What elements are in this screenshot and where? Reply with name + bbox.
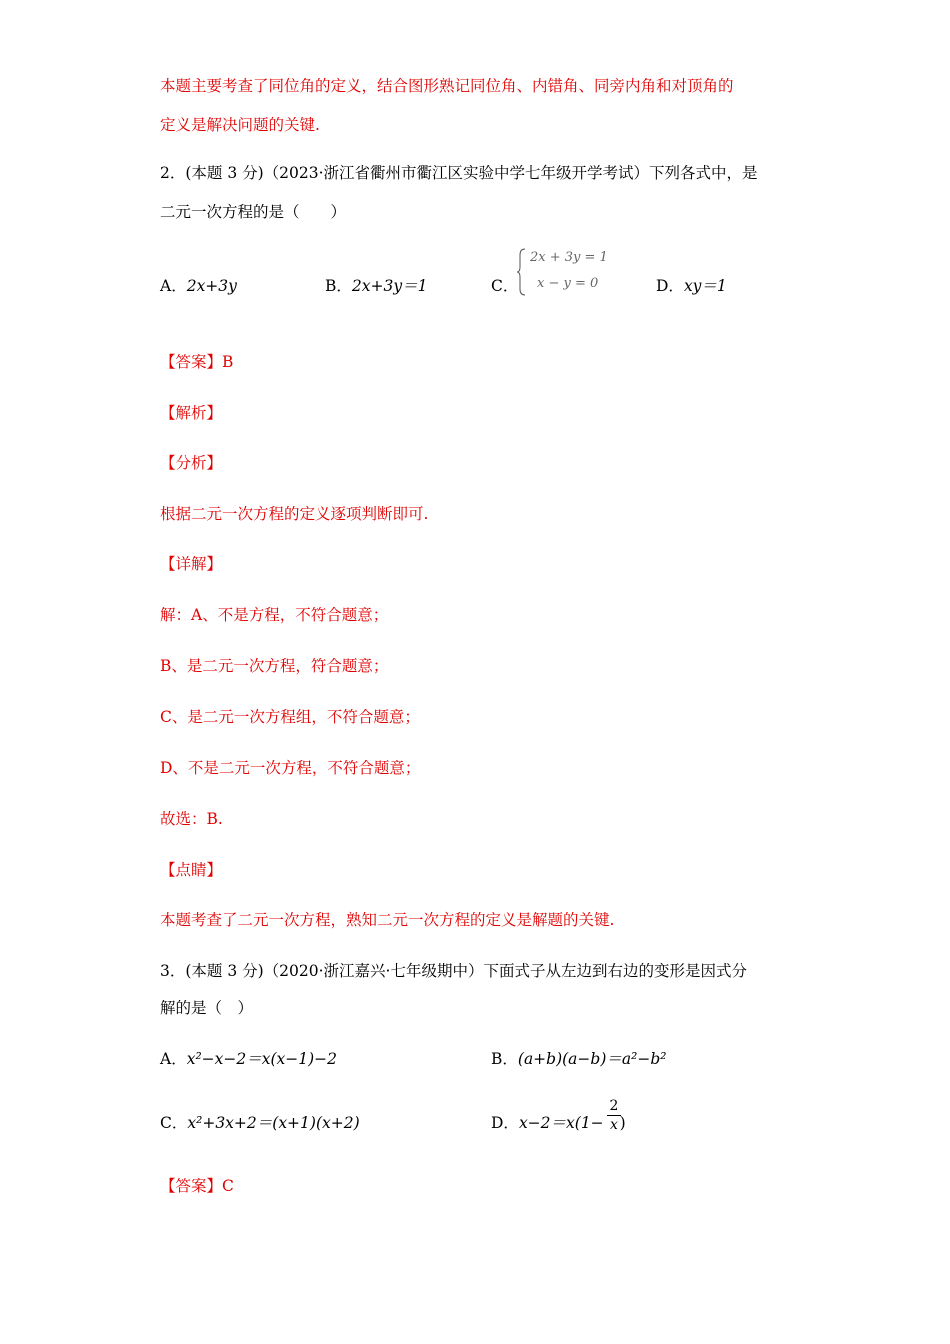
option-label: C． [160, 1114, 188, 1132]
q2-dianjing-tag: 【点睛】 [160, 861, 223, 879]
answer-tag: 【答案】 [160, 353, 223, 371]
q2-option-b [325, 275, 427, 297]
q2-dianjing-text: 本题考查了二元一次方程，熟知二元一次方程的定义是解题的关键. [160, 911, 615, 929]
option-label: D． [491, 1114, 519, 1132]
q2-xiangjie-tag: 【详解】 [160, 555, 223, 573]
q3-answer [160, 1175, 234, 1197]
answer-value: B [222, 353, 234, 371]
prev-note-line-1: 本题主要考查了同位角的定义，结合图形熟记同位角、内错角、同旁内角和对顶角的 [160, 77, 734, 95]
answer-tag: 【答案】 [160, 1177, 223, 1195]
option-label: B． [325, 277, 352, 295]
q3-option-c [160, 1112, 360, 1134]
q2-detail-line: 解：A、不是方程，不符合题意； [160, 606, 389, 624]
q2-option-a [160, 275, 237, 297]
q2-analysis-tag: 【解析】 [160, 404, 223, 422]
fraction-denominator: x [610, 1117, 618, 1133]
q2-fenxi-tag: 【分析】 [160, 454, 223, 472]
q2-detail-line: D、不是二元一次方程，不符合题意； [160, 759, 421, 777]
option-expr-start: x−2＝x(1− [518, 1114, 604, 1132]
q3-option-d [491, 1112, 626, 1134]
q2-option-d [656, 275, 727, 297]
q2-stem-line-1: 2．(本题 3 分)（2023·浙江省衢州市衢江区实验中学七年级开学考试）下列各式中，是 [160, 164, 758, 182]
option-label: A． [160, 1050, 187, 1068]
option-expr: 2x+3y＝1 [351, 277, 428, 295]
q2-fenxi-text: 根据二元一次方程的定义逐项判断即可. [160, 505, 429, 523]
option-label: D． [656, 277, 684, 295]
q2-option-c [491, 275, 518, 297]
fraction-numerator: 2 [609, 1098, 619, 1114]
q2-stem-line-2: 二元一次方程的是（ ） [160, 203, 347, 221]
option-label: C． [491, 277, 519, 295]
option-expr-end: ) [619, 1114, 626, 1132]
option-expr: xy＝1 [683, 277, 727, 295]
option-expr: (a+b)(a−b)＝a²−b² [517, 1050, 667, 1068]
option-expr: 2x+3y [186, 277, 237, 295]
option-expr: x²−x−2＝x(x−1)−2 [186, 1050, 338, 1068]
prev-note-line-2: 定义是解决问题的关键. [160, 116, 320, 134]
q3-option-a [160, 1048, 337, 1070]
option-label: B． [491, 1050, 518, 1068]
option-expr: x²+3x+2＝(x+1)(x+2) [187, 1114, 360, 1132]
q3-option-d-fraction [607, 1098, 621, 1133]
q3-option-b [491, 1048, 666, 1070]
answer-value: C [222, 1177, 234, 1195]
q2-option-c-eq1: 2x + 3y = 1 [530, 250, 608, 265]
q2-detail-line: 故选：B. [160, 810, 223, 828]
system-brace-icon [516, 248, 526, 296]
q3-stem-line-2: 解的是（ ） [160, 999, 254, 1017]
q2-answer [160, 351, 233, 373]
q2-detail-line: C、是二元一次方程组，不符合题意； [160, 708, 420, 726]
option-label: A． [160, 277, 187, 295]
q2-detail-line: B、是二元一次方程，符合题意； [160, 657, 389, 675]
q3-stem-line-1: 3．(本题 3 分)（2020·浙江嘉兴·七年级期中）下面式子从左边到右边的变形是因式分 [160, 962, 747, 980]
q2-option-c-eq2: x − y = 0 [537, 276, 599, 291]
fraction-bar [607, 1115, 621, 1116]
